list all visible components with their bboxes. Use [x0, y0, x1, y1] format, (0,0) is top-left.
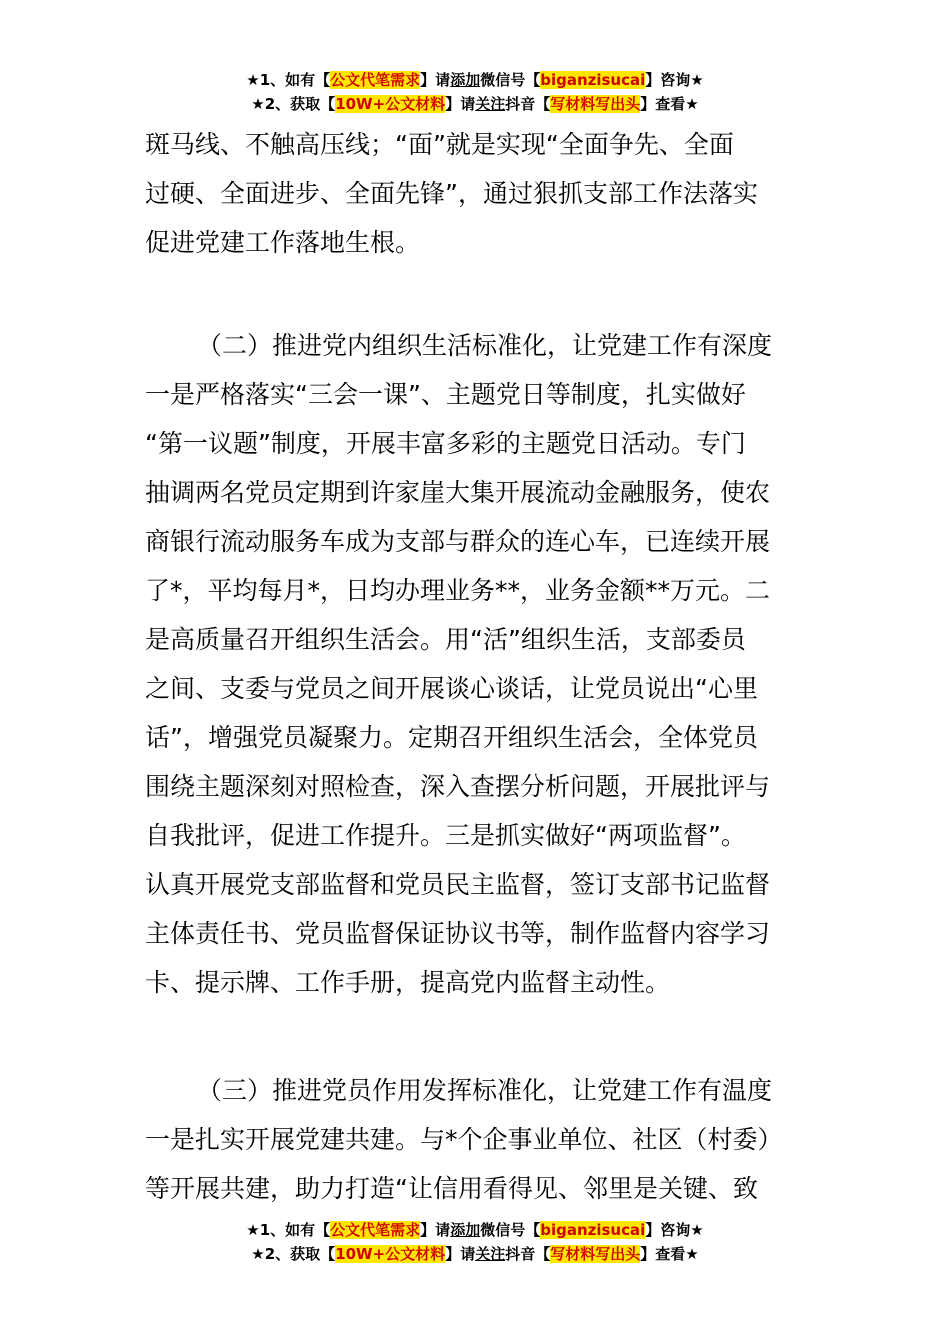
banner-text: ★2、获取【: [251, 95, 336, 113]
highlight-materials: 10W+公文材料: [335, 95, 446, 113]
footer-banner: [0, 1218, 950, 1266]
text-line: 主体责任书、党员监督保证协议书等，制作监督内容学习: [145, 919, 771, 948]
text-line: 卡、提示牌、工作手册，提高党内监督主动性。: [145, 968, 671, 997]
banner-text: 】请: [420, 71, 451, 89]
text-line: 一是严格落实“三会一课”、主题党日等制度，扎实做好: [145, 380, 746, 409]
text-line: 一是扎实开展党建共建。与*个企事业单位、社区（村委）: [145, 1125, 783, 1154]
highlight-wechat-id: biganzisucai: [540, 1221, 646, 1239]
section-heading: （二）推进党内组织生活标准化，让党建工作有深度: [197, 331, 773, 360]
text-line: 斑马线、不触高压线；“面”就是实现“全面争先、全面: [145, 130, 734, 159]
banner-text: 抖音【: [505, 95, 551, 113]
banner-text: ★2、获取【: [251, 1245, 336, 1263]
highlight-wechat-id: biganzisucai: [540, 71, 646, 89]
paragraph-1: [145, 120, 815, 267]
banner-text: 】查看★: [640, 1245, 699, 1263]
text-line: 围绕主题深刻对照检查，深入查摆分析问题，开展批评与: [145, 772, 771, 801]
text-line: 了*，平均每月*，日均办理业务**，业务金额**万元。二: [145, 576, 771, 605]
text-line: 促进党建工作落地生根。: [145, 228, 421, 257]
text-line: 话”，增强党员凝聚力。定期召开组织生活会，全体党员: [145, 723, 758, 752]
text-line: 是高质量召开组织生活会。用“活”组织生活，支部委员: [145, 625, 746, 654]
banner-line-2: [0, 92, 950, 116]
section-heading: （三）推进党员作用发挥标准化，让党建工作有温度: [197, 1076, 773, 1105]
highlight-service: 公文代笔需求: [330, 71, 421, 89]
banner-underlined: 关注: [475, 95, 506, 113]
text-line: 等开展共建，助力打造“让信用看得见、邻里是关键、致: [145, 1174, 758, 1203]
banner-text: 】咨询★: [645, 1221, 704, 1239]
paragraph-2: [145, 321, 815, 1007]
highlight-service: 公文代笔需求: [330, 1221, 421, 1239]
banner-text: 微信号【: [480, 71, 541, 89]
banner-text: 抖音【: [505, 1245, 551, 1263]
highlight-account: 写材料写出头: [550, 95, 641, 113]
text-line: 认真开展党支部监督和党员民主监督，签订支部书记监督: [145, 870, 771, 899]
banner-text: 】查看★: [640, 95, 699, 113]
text-line: “第一议题”制度，开展丰富多彩的主题党日活动。专门: [145, 429, 746, 458]
banner-text: 】请: [420, 1221, 451, 1239]
banner-text: 】请: [445, 1245, 476, 1263]
banner-text: 微信号【: [480, 1221, 541, 1239]
highlight-materials: 10W+公文材料: [335, 1245, 446, 1263]
text-line: 商银行流动服务车成为支部与群众的连心车，已连续开展: [145, 527, 771, 556]
text-line: 抽调两名党员定期到许家崖大集开展流动金融服务，使农: [145, 478, 771, 507]
paragraph-3: [145, 1066, 815, 1213]
banner-text: ★1、如有【: [246, 71, 331, 89]
banner-underlined: 添加: [450, 1221, 481, 1239]
banner-line-2: [0, 1242, 950, 1266]
header-banner: [0, 68, 950, 116]
banner-text: 】咨询★: [645, 71, 704, 89]
text-line: 过硬、全面进步、全面先锋”，通过狠抓支部工作法落实: [145, 179, 758, 208]
banner-underlined: 添加: [450, 71, 481, 89]
text-line: 自我批评，促进工作提升。三是抓实做好“两项监督”。: [145, 821, 746, 850]
banner-line-1: [0, 68, 950, 92]
text-line: 之间、支委与党员之间开展谈心谈话，让党员说出“心里: [145, 674, 758, 703]
banner-underlined: 关注: [475, 1245, 506, 1263]
banner-text: 】请: [445, 95, 476, 113]
highlight-account: 写材料写出头: [550, 1245, 641, 1263]
banner-text: ★1、如有【: [246, 1221, 331, 1239]
banner-line-1: [0, 1218, 950, 1242]
